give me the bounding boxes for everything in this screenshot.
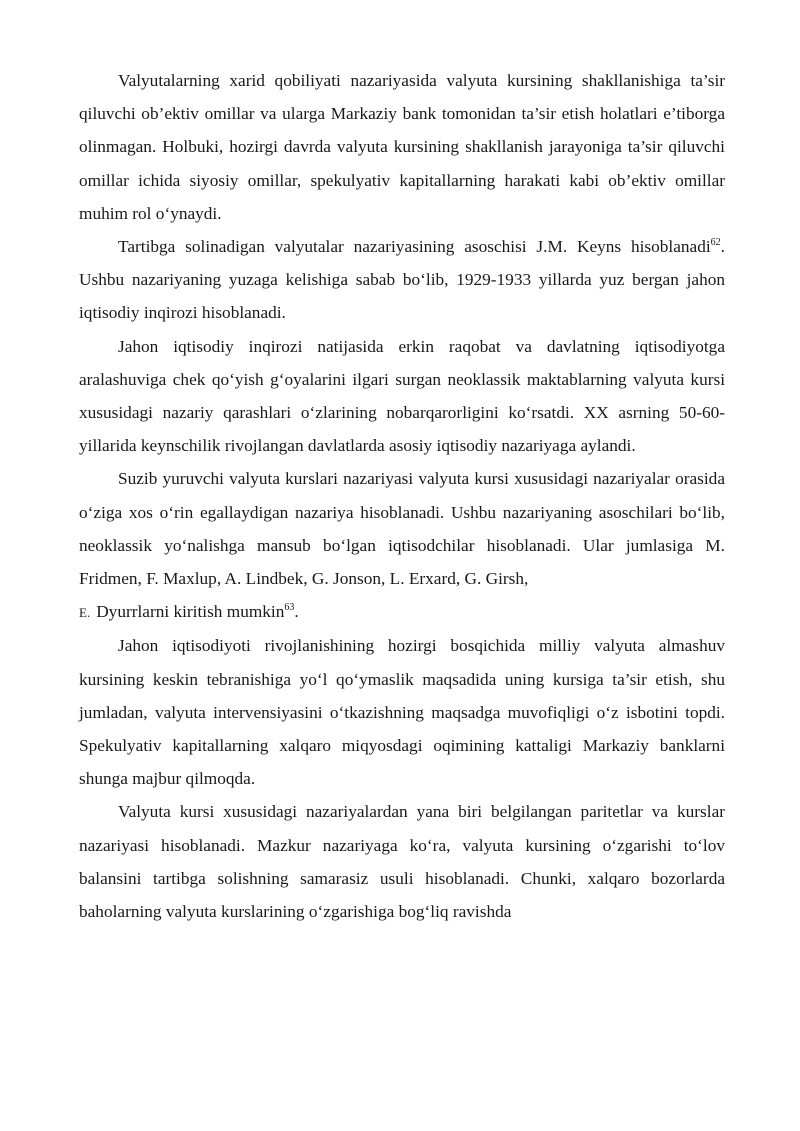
paragraph-2-text-cont: . Ushbu nazariyaning yuzaga kelishiga sabab bo‘lib, 1929-1933 yillarda yuz bergan jahon iqtisodiy inqirozi hisoblanadi. [79,237,725,323]
paragraph-4 [79,462,725,629]
paragraph-4-tail: Dyurrlarni kiritish mumkin [96,602,285,622]
paragraph-4-initial: E. [79,605,91,621]
document-page [79,64,725,928]
paragraph-4-end: . [294,602,299,622]
paragraph-4-last-line [79,595,725,629]
paragraph-4-text: Suzib yuruvchi valyuta kurslari nazariyasi valyuta kursi xususidagi nazariyalar orasida o‘ziga xos o‘rin egallaydigan nazariya hisoblanadi. Ushbu nazariyaning asoschilari bo‘lib, neoklassik yo‘nalishga mansub bo‘lgan iqtisodchilar hisoblanadi. Ular jumlasiga M. Fridmen, F. Maxlup, A. Lindbek, G. Jonson, L. Erxard, G. Girsh, [79,469,725,589]
paragraph-1: Valyutalarning xarid qobiliyati nazariyasida valyuta kursining shakllanishiga ta’sir qiluvchi ob’ektiv omillar va ularga Markaziy bank tomonidan ta’sir etish holatlari e’tiborga olinmagan. Holbuki, hozirgi davrda valyuta kursining shakllanish jarayoniga ta’sir qiluvchi omillar ichida siyosiy omillar, spekulyativ kapitallarning harakati kabi ob’ektiv omillar muhim rol o‘ynaydi. [79,71,725,223]
paragraph-2-text: Tartibga solinadigan valyutalar nazariyasining asoschisi J.M. Keyns hisoblanadi [118,237,711,257]
footnote-ref-62[interactable]: 62 [710,237,721,249]
paragraph-6: Valyuta kursi xususidagi nazariyalardan yana biri belgilangan paritetlar va kurslar nazariyasi hisoblanadi. Mazkur nazariyaga ko‘ra, valyuta kursining o‘zgarishi to‘lov balansini tartibga solishning samarasiz usuli hisoblanadi. Chunki, xalqaro bozorlarda baholarning valyuta kurslarining o‘zgarishiga bog‘liq ravishda [79,802,725,922]
paragraph-2 [79,230,725,330]
paragraph-5: Jahon iqtisodiyoti rivojlanishining hozirgi bosqichida milliy valyuta almashuv kursining keskin tebranishiga yo‘l qo‘ymaslik maqsadida uning kursiga ta’sir etish, shu jumladan, valyuta intervensiyasini o‘tkazishning maqsadga muvofiqligi o‘z isbotini topdi. Spekulyativ kapitallarning xalqaro miqyosdagi oqimining kattaligi Markaziy banklarni shunga majbur qilmoqda. [79,636,725,789]
footnote-ref-63[interactable]: 63 [284,602,295,614]
paragraph-3: Jahon iqtisodiy inqirozi natijasida erkin raqobat va davlatning iqtisodiyotga aralashuviga chek qo‘yish g‘oyalarini ilgari surgan neoklassik maktablarning valyuta kursi xususidagi nazariy qarashlari o‘zlarining nobarqarorligini ko‘rsatdi. XX asrning 50-60-yillarida keynschilik rivojlangan davlatlarda asosiy iqtisodiy nazariyaga aylandi. [79,336,725,456]
